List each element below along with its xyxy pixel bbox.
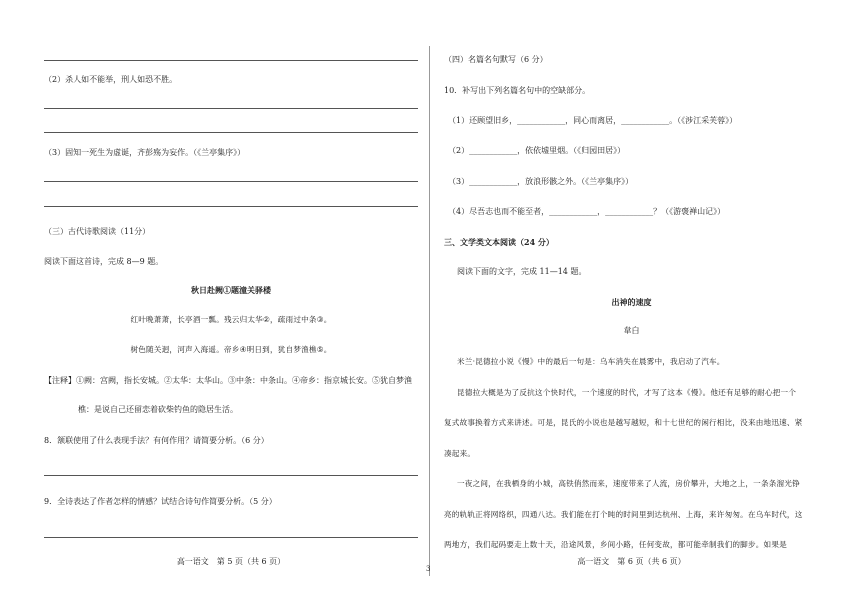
section-literature-heading: 三、文学类文本阅读（24 分） (444, 237, 554, 247)
page-mark: 3 (426, 565, 431, 573)
page-footer: 高一语文 第 5 页（共 6 页） (176, 557, 286, 566)
question-8-text: 8．颔联使用了什么表现手法？有何作用？请简要分析。（6 分） (44, 436, 269, 445)
article-paragraph-3-line-3: 两地方，我们起码要走上数十天，沿途风景，乡间小路，任何变故，都可能牵制我们的脚步。如果是 (444, 540, 787, 549)
section-3-heading: （三）古代诗歌阅读（11分） (44, 227, 151, 236)
page-6 (426, 0, 860, 595)
answer-line (44, 475, 418, 476)
article-paragraph-2: 昆德拉大概是为了反抗这个快时代，一个速度的时代，才写了这本《慢》。他还有足够的耐心把一个 (457, 388, 797, 397)
article-paragraph-2-line-2: 复式故事换着方式来讲述。可是，昆氏的小说也是越写越短，和十七世纪的闲行相比，没来由地迅速、紧 (444, 418, 803, 427)
question-9-text: 9．全诗表达了作者怎样的情感？试结合诗句作简要分析。（5 分） (44, 497, 277, 506)
poem-title: 秋日赴阙①题潼关驿楼 (191, 285, 271, 295)
article-author: 韋白 (623, 326, 640, 335)
page-footer: 高一语文 第 6 页（共 6 页） (577, 557, 686, 566)
fill-blank-1: （1）还顾望旧乡，____________，同心而离居，____________。（《涉江采芙蓉》） (448, 116, 738, 125)
answer-line (44, 108, 418, 109)
question-10-text: 10．补写出下列名篇名句中的空缺部分。 (444, 86, 591, 95)
question-3-text: （3）固知一死生为虚诞，齐彭殇为妄作。（《兰亭集序》） (44, 148, 246, 157)
poem-notes: 【注释】①阙：宫阙，指长安城。②太华：太华山。③中条：中条山。④帝乡：指京城长安。⑤犹自梦渔 (44, 376, 412, 385)
poem-notes-continued: 樵：是说自己还留恋着砍柴钓鱼的隐居生活。 (78, 405, 238, 414)
fill-blank-3: （3）____________，放浪形骸之外。（《兰亭集序》） (448, 177, 634, 186)
poem-line-2: 树色随关迥，河声入海遥。帝乡④明日到，犹自梦渔樵⑤。 (130, 345, 332, 354)
answer-line (44, 181, 418, 182)
answer-line (44, 206, 418, 207)
fill-blank-2: （2）____________，依依墟里烟。（《归园田居》） (448, 146, 626, 155)
article-title: 出神的速度 (611, 297, 652, 307)
article-paragraph-1: 米兰·昆德拉小说《慢》中的最后一句是：乌车消失在晨雾中，我启动了汽车。 (457, 357, 725, 366)
article-instruction: 阅读下面的文字，完成 11—14 题。 (457, 267, 587, 276)
poem-line-1: 红叶晚萧萧，长亭酒一瓢。残云归太华②，疏雨过中条③。 (130, 315, 332, 324)
question-2-text: （2）杀人如不能举，刑人如恐不胜。 (44, 75, 178, 84)
article-paragraph-2-line-3: 凑起来。 (444, 449, 476, 458)
answer-line (44, 60, 418, 61)
section-4-heading: （四）名篇名句默写（6 分） (444, 55, 548, 64)
poem-instruction: 阅读下面这首诗，完成 8—9 题。 (44, 257, 164, 266)
fill-blank-4: （4）尽吾志也而不能至者，____________，____________？（《游褒禅山记》） (448, 207, 726, 216)
answer-line (44, 132, 418, 133)
article-paragraph-3: 一夜之间，在我栖身的小城，高铁俏然而来，速度带来了人流，房价攀升，大地之上，一条条溜光铮 (457, 479, 800, 488)
article-paragraph-3-line-2: 亮的轨轨正将网络织，四通八达。我们能在打个盹的时间里到达杭州、上海，来许匆匆。在乌车时代，这 (444, 510, 803, 519)
answer-line (44, 537, 418, 538)
